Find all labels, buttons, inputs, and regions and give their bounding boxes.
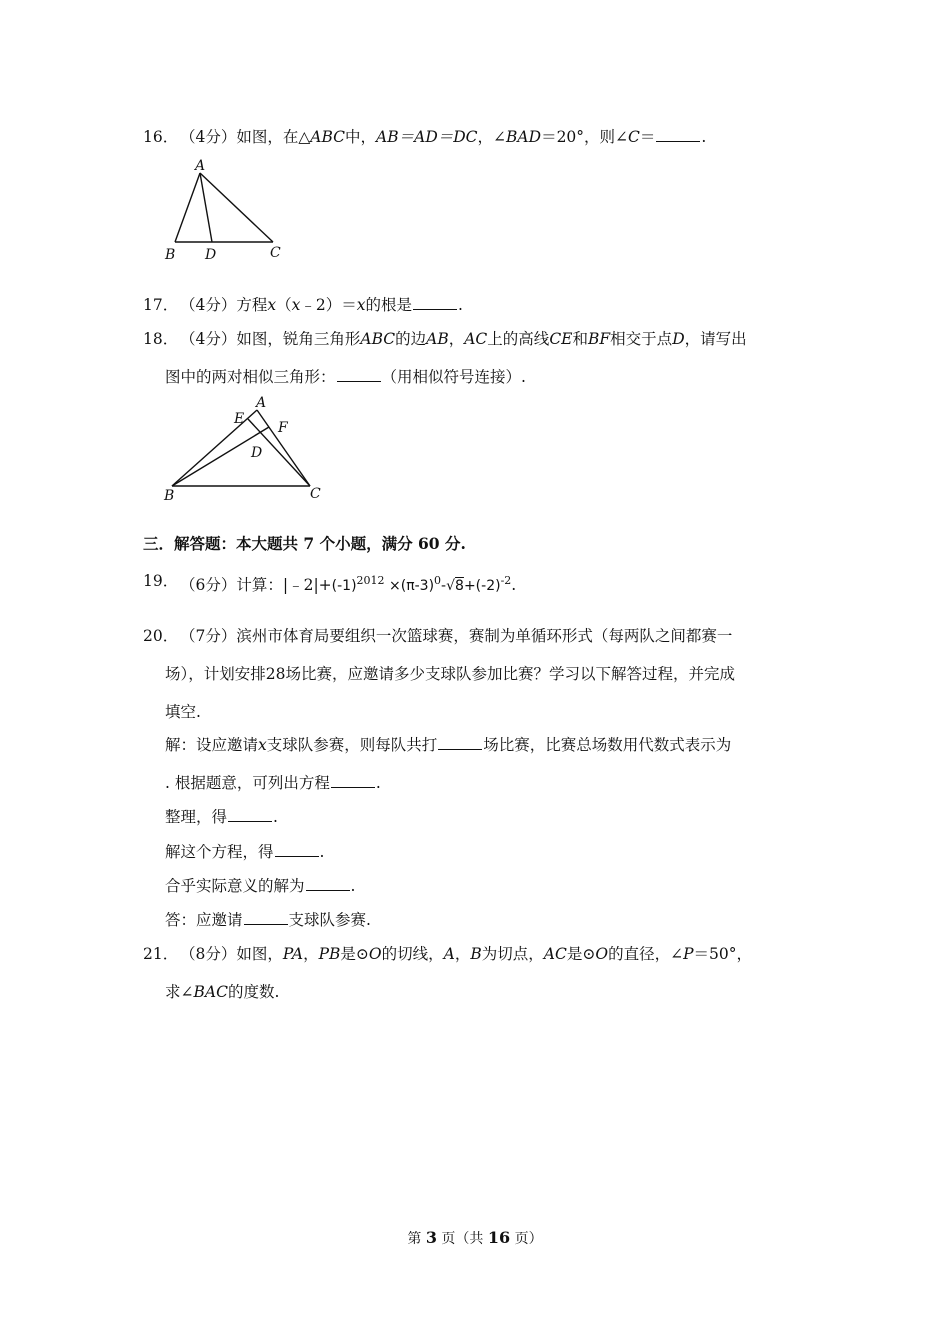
q21-number: 21． (143, 945, 179, 963)
q20-blank-5 (306, 875, 350, 891)
q17-number: 17． (143, 296, 179, 314)
q16-label-a: A (195, 158, 206, 174)
q18-label-d: D (251, 445, 263, 461)
q18-label-a: A (256, 395, 267, 411)
q20-blank-1 (438, 734, 482, 750)
q19-expression: （6分）计算：$|﹣2|+(-1)^{2012} \times(\pi-3)^0-√8+(-2)^{-2}$. (180, 574, 517, 595)
q18-text-1: （4分）如图，锐角三角形ABC的边AB，AC上的高线CE和BF相交于点D，请写出 (180, 330, 747, 348)
q20-blank-6 (244, 909, 288, 925)
q16-text: （4分）如图，在△ABC中，AB＝AD＝DC，∠BAD＝20°，则∠C＝ . (180, 128, 707, 146)
q18-triangle-figure (160, 394, 335, 506)
q18-answer-blank (337, 366, 381, 382)
q20-blank-4 (275, 841, 319, 857)
q16-number: 16． (143, 128, 179, 146)
q16-answer-blank (656, 126, 700, 142)
q20-blank-2 (331, 772, 375, 788)
q20-blank-3 (228, 806, 272, 822)
q19-number: 19． (143, 572, 179, 590)
q16-label-d: D (205, 247, 217, 263)
page-footer: 第 3 页（共 16 页） (407, 1228, 543, 1247)
q18-label-b: B (164, 488, 175, 504)
q18-text-2: 图中的两对相似三角形： （用相似符号连接）. (165, 368, 526, 386)
sqrt-icon: √ (446, 578, 456, 595)
q17-answer-blank (413, 294, 457, 310)
q16-label-c: C (270, 245, 281, 261)
page-number: 3 (425, 1228, 437, 1247)
q16-label-b: B (165, 247, 176, 263)
q16-triangle-figure (160, 156, 295, 266)
q18-label-c: C (310, 486, 321, 502)
page-total: 16 (487, 1228, 511, 1247)
q20-number: 20． (143, 627, 179, 645)
q18-label-e: E (234, 411, 245, 427)
q18-label-f: F (278, 420, 288, 436)
q17-text: （4分）方程x（x﹣2）＝x的根是 . (180, 296, 463, 314)
q18-number: 18． (143, 330, 179, 348)
